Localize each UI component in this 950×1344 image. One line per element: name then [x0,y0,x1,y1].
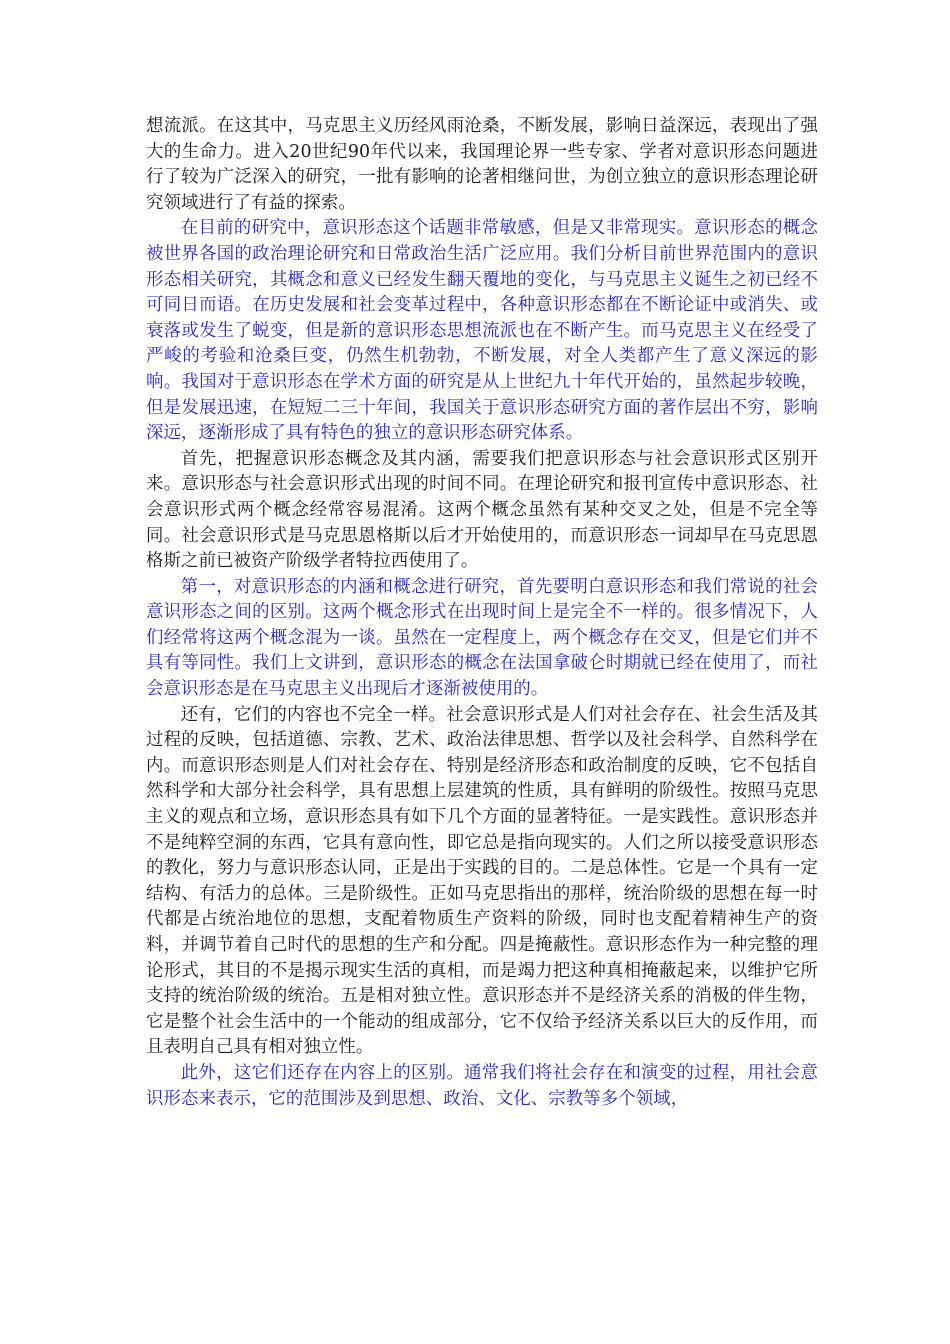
paragraph-6: 此外，这它们还存在内容上的区别。通常我们将社会存在和演变的过程，用社会意识形态来表示，它的范围涉及到思想、政治、文化、宗教等多个领域， [146,1062,818,1109]
body-text [146,114,818,1112]
paragraph-2: 在目前的研究中，意识形态这个话题非常敏感，但是又非常现实。意识形态的概念被世界各国的政治理论研究和日常政治生活广泛应用。我们分析目前世界范围内的意识形态相关研究，其概念和意义已经发生翻天覆地的变化，与马克思主义诞生之初已经不可同日而语。在历史发展和社会变革过程中，各种意识形态都在不断论证中或消失、或衰落或发生了蜕变，但是新的意识形态思想流派也在不断产生。而马克思主义在经受了严峻的考验和沧桑巨变，仍然生机勃勃，不断发展，对全人类都产生了意义深远的影响。我国对于意识形态在学术方面的研究是从上世纪九十年代开始的，虽然起步较晚，但是发展迅速，在短短二三十年间，我国关于意识形态研究方面的著作层出不穷，影响深远，逐渐形成了具有特色的独立的意识形态研究体系。 [146,218,818,444]
paragraph-4: 第一，对意识形态的内涵和概念进行研究，首先要明白意识形态和我们常说的社会意识形态之间的区别。这两个概念形式在出现时间上是完全不一样的。很多情况下，人们经常将这两个概念混为一谈。虽然在一定程度上，两个概念存在交叉，但是它们并不具有等同性。我们上文讲到，意识形态的概念在法国拿破仑时期就已经在使用了，而社会意识形态是在马克思主义出现后才逐渐被使用的。 [146,576,818,700]
paragraph-1: 想流派。在这其中，马克思主义历经风雨沧桑，不断发展，影响日益深远，表现出了强大的生命力。进入20世纪90年代以来，我国理论界一些专家、学者对意识形态问题进行了较为广泛深入的研究，一批有影响的论著相继问世，为创立独立的意识形态理论研究领域进行了有益的探索。 [146,116,818,213]
paragraph-3: 首先，把握意识形态概念及其内涵，需要我们把意识形态与社会意识形式区别开来。意识形态与社会意识形式出现的时间不同。在理论研究和报刊宣传中意识形态、社会意识形式两个概念经常容易混淆。这两个概念虽然有某种交叉之处，但是不完全等同。社会意识形式是马克思恩格斯以后才开始使用的，而意识形态一词却早在马克思恩格斯之前已被资产阶级学者特拉西使用了。 [146,448,818,572]
paragraph-5: 还有，它们的内容也不完全一样。社会意识形式是人们对社会存在、社会生活及其过程的反映，包括道德、宗教、艺术、政治法律思想、哲学以及社会科学、自然科学在内。而意识形态则是人们对社会存在、特别是经济形态和政治制度的反映，它不包括自然科学和大部分社会科学，具有思想上层建筑的性质，具有鲜明的阶级性。按照马克思主义的观点和立场，意识形态具有如下几个方面的显著特征。一是实践性。意识形态并不是纯粹空洞的东西，它具有意向性，即它总是指向现实的。人们之所以接受意识形态的教化，努力与意识形态认同，正是出于实践的目的。二是总体性。它是一个具有一定结构、有活力的总体。三是阶级性。正如马克思指出的那样，统治阶级的思想在每一时代都是占统治地位的思想，支配着物质生产资料的阶级，同时也支配着精神生产的资料，并调节着自己时代的思想的生产和分配。四是掩蔽性。意识形态作为一种完整的理论形式，其目的不是揭示现实生活的真相，而是竭力把这种真相掩蔽起来，以维护它所支持的统治阶级的统治。五是相对独立性。意识形态并不是经济关系的消极的伴生物，它是整个社会生活中的一个能动的组成部分，它不仅给予经济关系以巨大的反作用，而且表明自己具有相对独立性。 [146,704,818,1058]
